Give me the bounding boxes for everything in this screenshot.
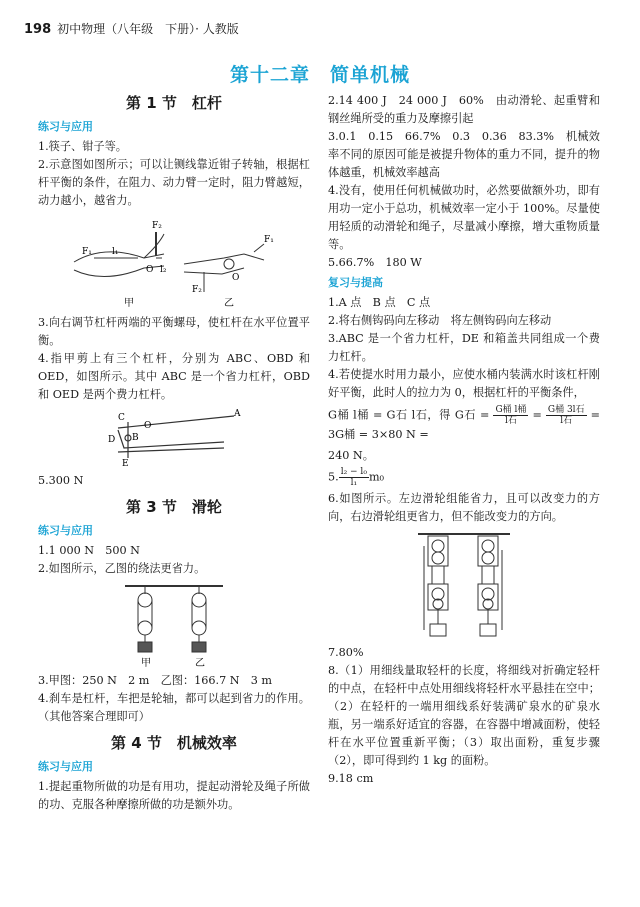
caption-yi-1: 乙 [224, 298, 234, 309]
label-O-clip: O [144, 421, 152, 431]
answer-r4: 4.没有，使用任何机械做功时，必然要做额外功，即有用功一定小于总功，机械效率一定小于 100%。尽量使用轻质的动滑轮和绳子，尽量减小摩擦，增大重物质量等。 [328, 184, 600, 251]
review-8: 8.（1）用细线量取轻杆的长度，将细线对折确定轻杆的中点，在轻杆中点处用细线将轻杆水平悬挂在空中；（2）在轻杆的一端用细线系好装满矿泉水的矿泉水瓶，另一端系好适宜的容器，在容器中增减面粉，使轻杆在水平位置重新平衡；（3）取出面粉，重复步骤（2），即可得到约 1 kg 的面粉。 [328, 664, 600, 767]
label-F1-b: F₁ [264, 235, 274, 245]
right-column [328, 92, 600, 788]
practice-heading-2: 练习与应用 [38, 524, 93, 537]
answer-r5: 5.66.7% 180 W [328, 256, 422, 269]
eq-part-3: = 3G桶 = 3×80 N = [328, 408, 600, 441]
answer-3-1: 1.1 000 N 500 N [38, 544, 140, 557]
label-F2-b: F₂ [192, 285, 202, 295]
answer-1: 1.筷子、钳子等。 [38, 140, 127, 153]
page-number: 198 [24, 22, 52, 37]
review-heading: 复习与提高 [328, 276, 383, 289]
fraction-2 [546, 405, 587, 426]
section-title-lever: 第 1 节 杠杆 [126, 94, 222, 112]
fraction-5-den: l₁ [350, 478, 358, 488]
fraction-1-den: l石 [504, 416, 517, 426]
fraction-1-num: G桶 l桶 [495, 405, 527, 415]
nail-clipper-figure [104, 408, 244, 468]
review-5-suffix: m₀ [368, 470, 385, 484]
fraction-2-num: G桶 3l石 [547, 405, 585, 415]
answer-4-1: 1.提起重物所做的功是有用功，提起动滑轮及绳子所做的功、克服各种摩擦所做的功是额外功。 [38, 780, 310, 811]
label-C: C [118, 413, 125, 423]
label-O-a: O [146, 265, 154, 275]
label-O-b: O [232, 273, 240, 283]
caption-yi-2: 乙 [195, 658, 205, 668]
review-1: 1.A 点 B 点 C 点 [328, 296, 431, 309]
practice-heading-3: 练习与应用 [38, 760, 93, 773]
answer-2: 2.示意图如图所示；可以让铡线靠近钳子转轴，根据杠杆平衡的条件，在阻力、动力臂一定时，阻力臂越短，动力越小，越省力。 [38, 158, 310, 207]
section-title-efficiency: 第 4 节 机械效率 [111, 734, 237, 752]
review-2: 2.将右侧钩码向左移动 将左侧钩码向左移动 [328, 314, 552, 327]
page-header [24, 20, 239, 37]
section-title-pulley: 第 3 节 滑轮 [126, 498, 222, 516]
fraction-2-den: l石 [560, 416, 573, 426]
answer-r2: 2.14 400 J 24 000 J 60% 由动滑轮、起重臂和钢丝绳所受的重力及摩擦引起 [328, 94, 600, 125]
pulley-figure [119, 582, 229, 668]
label-l2-a: l₂ [160, 265, 167, 275]
answer-r3: 3.0.1 0.15 66.7% 0.3 0.36 83.3% 机械效率不同的原因可能是被提升物体的重力不同，提升的物体越重，机械效率越高 [328, 130, 600, 179]
review-7: 7.80% [328, 646, 364, 659]
label-l1-a: l₁ [112, 247, 119, 257]
label-F2-a: F₂ [152, 221, 162, 231]
left-column [38, 92, 310, 814]
review-4: 4.若使提水时用力最小，应使水桶内装满水时该杠杆刚好平衡，此时人的拉力为 0，根据杠杆的平衡条件， [328, 368, 600, 399]
review-5-prefix: 5. [328, 470, 339, 484]
eq-part-1: G桶 l桶 = G石 l石，得 G石 = [328, 408, 490, 422]
caption-jia-1: 甲 [124, 298, 134, 309]
answer-3-3: 3.甲图：250 N 2 m 乙图：166.7 N 3 m [38, 674, 272, 687]
eq-part-2: = [532, 408, 542, 422]
label-A: A [234, 409, 241, 419]
answer-5: 5.300 N [38, 474, 84, 487]
fraction-5 [339, 467, 369, 488]
answer-3-2: 2.如图所示，乙图的绕法更省力。 [38, 562, 206, 575]
review-5 [328, 467, 600, 488]
practice-heading: 练习与应用 [38, 120, 93, 133]
chapter-title: 第十二章 简单机械 [229, 64, 410, 86]
answer-4: 4.指甲剪上有三个杠杆，分别为 ABC、OBD 和 OED，如图所示。其中 ABC 是一个省力杠杆，OBD 和 OED 是两个费力杠杆。 [38, 352, 310, 401]
caption-jia-2: 甲 [141, 658, 151, 668]
review-4-result: 240 N。 [328, 449, 374, 462]
answer-3-4: 4.刹车是杠杆，车把是轮轴，都可以起到省力的作用。（其他答案合理即可） [38, 692, 310, 723]
label-E: E [122, 459, 129, 468]
pulley-system-figure [414, 530, 514, 640]
pliers-figure [64, 214, 284, 310]
label-B: B [132, 433, 139, 443]
review-6: 6.如图所示。左边滑轮组能省力，且可以改变力的方向，右边滑轮组更省力，但不能改变力的方向。 [328, 492, 600, 523]
review-3: 3.ABC 是一个省力杠杆，DE 和箱盖共同组成一个费力杠杆。 [328, 332, 600, 363]
review-4-equation [328, 405, 600, 444]
label-D: D [108, 435, 116, 445]
label-F1-a: F₁ [82, 247, 92, 257]
answer-3: 3.向右调节杠杆两端的平衡螺母，使杠杆在水平位置平衡。 [38, 316, 310, 347]
review-9: 9.18 cm [328, 772, 374, 785]
fraction-5-num: l₂ − l₀ [340, 467, 367, 477]
book-title: 初中物理（八年级 下册）· 人教版 [57, 22, 239, 36]
fraction-1 [493, 405, 528, 426]
